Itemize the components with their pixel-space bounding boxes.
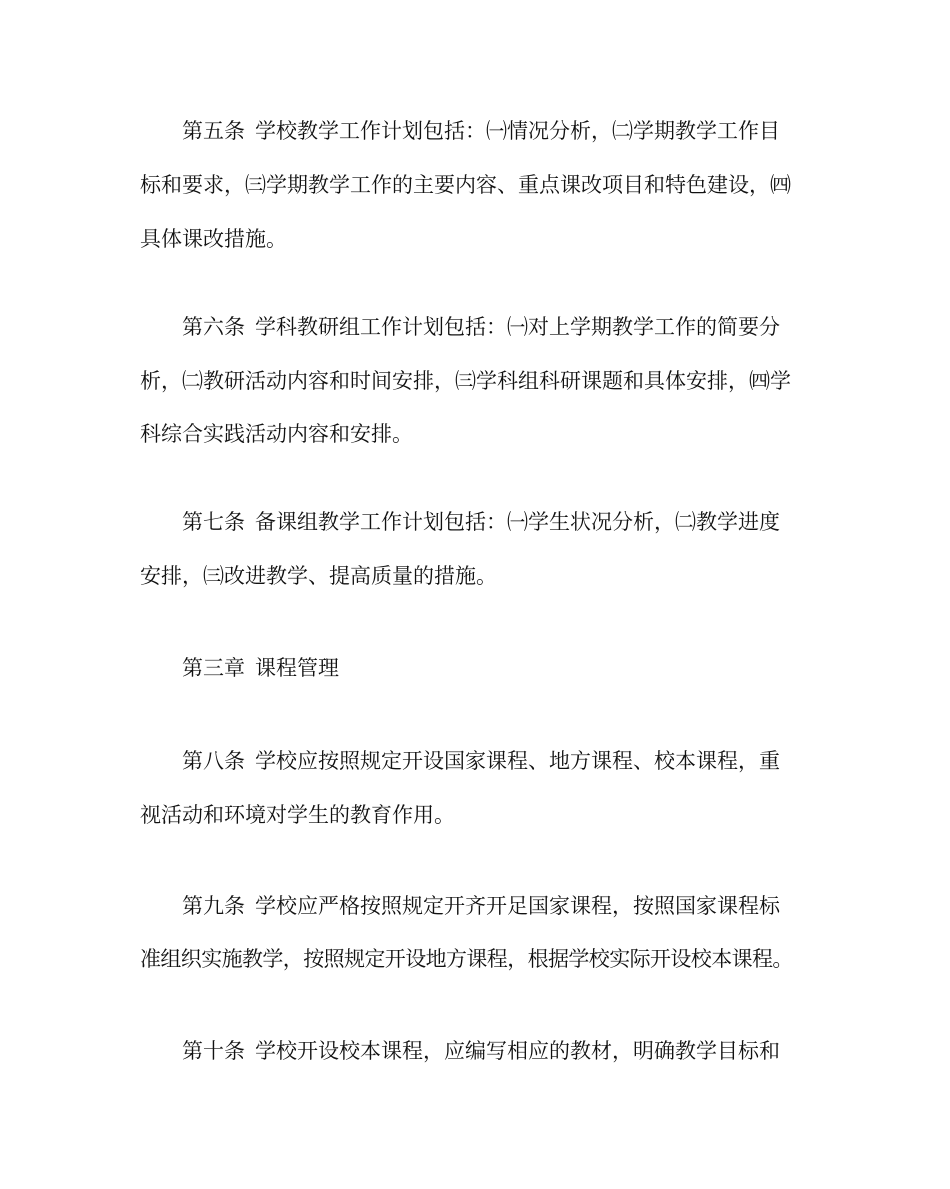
paragraph-text: 学校教学工作计划包括：㈠情况分析，㈡学期教学工作目 (255, 119, 780, 143)
article-6-line-2: 析，㈡教研活动内容和时间安排，㈢学科组科研课题和具体安排，㈣学 (140, 369, 791, 393)
article-5-line-2: 标和要求，㈢学期教学工作的主要内容、重点课改项目和特色建设，㈣ (140, 173, 791, 197)
article-6-line-1 (182, 312, 815, 342)
paragraph-text: 学校开设校本课程，应编写相应的教材，明确教学目标和 (255, 1039, 780, 1063)
paragraph-text: 学校应严格按照规定开齐开足国家课程，按照国家课程标 (255, 894, 780, 918)
article-label: 第十条 (182, 1039, 245, 1063)
article-8-line-1 (182, 746, 815, 776)
paragraph-text: 学校应按照规定开设国家课程、地方课程、校本课程，重 (255, 749, 780, 773)
article-label: 第九条 (182, 894, 245, 918)
article-label: 第七条 (182, 510, 245, 534)
article-9-line-1 (182, 891, 815, 921)
article-7-line-1 (182, 507, 815, 537)
article-label: 第八条 (182, 749, 245, 773)
article-5-line-1 (182, 116, 815, 146)
article-10-line-1 (182, 1036, 815, 1066)
article-label: 第六条 (182, 315, 245, 339)
article-9-line-2: 准组织实施教学，按照规定开设地方课程，根据学校实际开设校本课程。 (140, 947, 793, 971)
article-5-line-3: 具体课改措施。 (140, 227, 287, 251)
chapter-label: 第三章 (182, 656, 245, 680)
article-7-line-2: 安排，㈢改进教学、提高质量的措施。 (140, 564, 497, 588)
chapter-title: 课程管理 (255, 656, 339, 680)
article-label: 第五条 (182, 119, 245, 143)
article-8-line-2: 视活动和环境对学生的教育作用。 (140, 803, 455, 827)
chapter-3-heading (182, 653, 815, 683)
paragraph-text: 学科教研组工作计划包括：㈠对上学期教学工作的简要分 (255, 315, 780, 339)
paragraph-text: 备课组教学工作计划包括：㈠学生状况分析，㈡教学进度 (255, 510, 780, 534)
article-6-line-3: 科综合实践活动内容和安排。 (140, 422, 413, 446)
